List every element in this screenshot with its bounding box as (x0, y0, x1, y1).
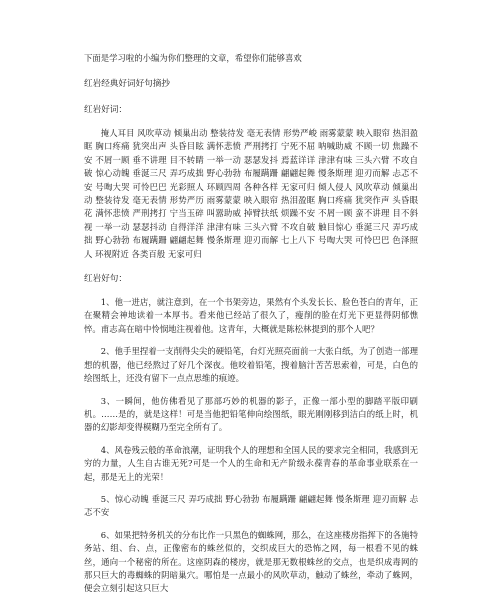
sentences-heading: 红岩好句： (84, 274, 127, 285)
sentence-paragraph-6: 6、如果把特务机关的分布比作一只黑色的蜘蛛网，那么，在这座楼房指挥下的各施特务站、组、台、点，正像密布的蛛丝似的，交织成巨大的恐怖之网，每一根看不见的蛛丝，通向一个秘密的所在。这座阴森的楼房，就是那无数根蛛丝的交点，也是织成毒网的那只巨大的毒蜘蛛的阴暗巢穴。哪怕是一点最小的风吹草动，触动了蛛丝，牵动了蛛网，便会立刻引起这只巨大 (84, 529, 418, 594)
sentence-paragraph-5: 5、惊心动魄 垂涎三尺 弄巧成拙 野心勃勃 布履蹒跚 翩翩起舞 慢条斯理 迎刃而解 忐忑不安 (84, 493, 418, 518)
words-paragraph: 掩人耳目 风吹草动 倾巢出动 整装待发 毫无表情 形势严峻 雨雾蒙蒙 映入眼帘 热泪盈眶 胸口疼痛 犹突出声 头昏目眩 满怀悲愤 严刑拷打 宁死不屈 呐喊助威 不顾一切 焦躁不安 不屑一顾 垂不讲理 目不转睛 一举一动 瑟瑟发抖 焉蓝详详 津津有味 三头六臂 不攻自破 惊心动魄 垂涎三尺 弄巧成拙 野心勃勃 布履蹒跚 翩翩起舞 慢条斯理 迎刃而解 忐忑不安 号啕大哭 可怜巴巴 光彩照人 环顾四周 各种各样 无家可归 倾人侵人 风吹草动 倾巢出动 整装待发 毫无表情 形势严历 雨雾蒙蒙 映入眼帘 热泪盈眶 胸口疼痛 犹突作声 头昏眼花 满怀悲愤 严刑拷打 宁当玉碎 叫嚣助威 掉臂扶纸 烦躁不安 不屑一顾 蛮不讲理 目不斜视 一举一动 瑟瑟抖动 自得洋洋 津津有味 三头六臂 不攻自破 触目惊心 垂涎三尺 弄巧成拙 野心勃勃 布履蹒跚 翩翩起舞 慢条斯理 迎刃而解 七上八下 号啕大哭 可怜巴巴 色泽照人 环视附近 各类百般 无家可归 (84, 128, 418, 259)
words-heading: 红岩好词： (84, 105, 127, 115)
sentence-paragraph-2: 2、他手里捏着一支削得尖尖的硬铅笔，台灯光照亮面前一大张白纸，为了创造一部理想的机器，他已经熬过了好几个深夜。他咬着铅笔，搜着脑汁苦苦思索着，可是，白色的绘图纸上，还没有留下一点点思维的痕迹。 (84, 346, 418, 384)
article-title: 红岩经典好词好句摘抄 (84, 79, 170, 89)
sentence-paragraph-4: 4、风卷残云般的革命浪潮，证明我个人的理想和全国人民的要求完全相同，我感到无穷的力量，人生自古谁无死?可是一个人的生命和无产阶级永葆青春的革命事业联系在一起，那是无上的光荣！ (84, 444, 418, 482)
sentence-paragraph-3: 3、一瞬间，他仿佛看见了那部巧妙的机器的影子，正像一部小型的脚踏平版印刷机。……是的，就是这样！可是当他把铅笔伸向绘图纸，眼光刚刚移到洁白的纸上时，机器的幻影却变得模糊乃至完全所有了。 (84, 395, 418, 433)
intro-text: 下面是学习啦的小编为你们整理的文章，希望你们能够喜欢 (84, 53, 302, 63)
sentence-paragraph-1: 1、他一进店，就注意到，在一个书架旁边，果然有个头发长长、脸色苍白的青年，正在聚精会神地读着一本厚书。看来他已经站了很久了，瘦削的脸在灯光下更显得阴郁憔悴。甫志高在暗中怜悯地注视着他。这青年，大概就是陈松林提到的那个人吧？ (84, 297, 418, 334)
